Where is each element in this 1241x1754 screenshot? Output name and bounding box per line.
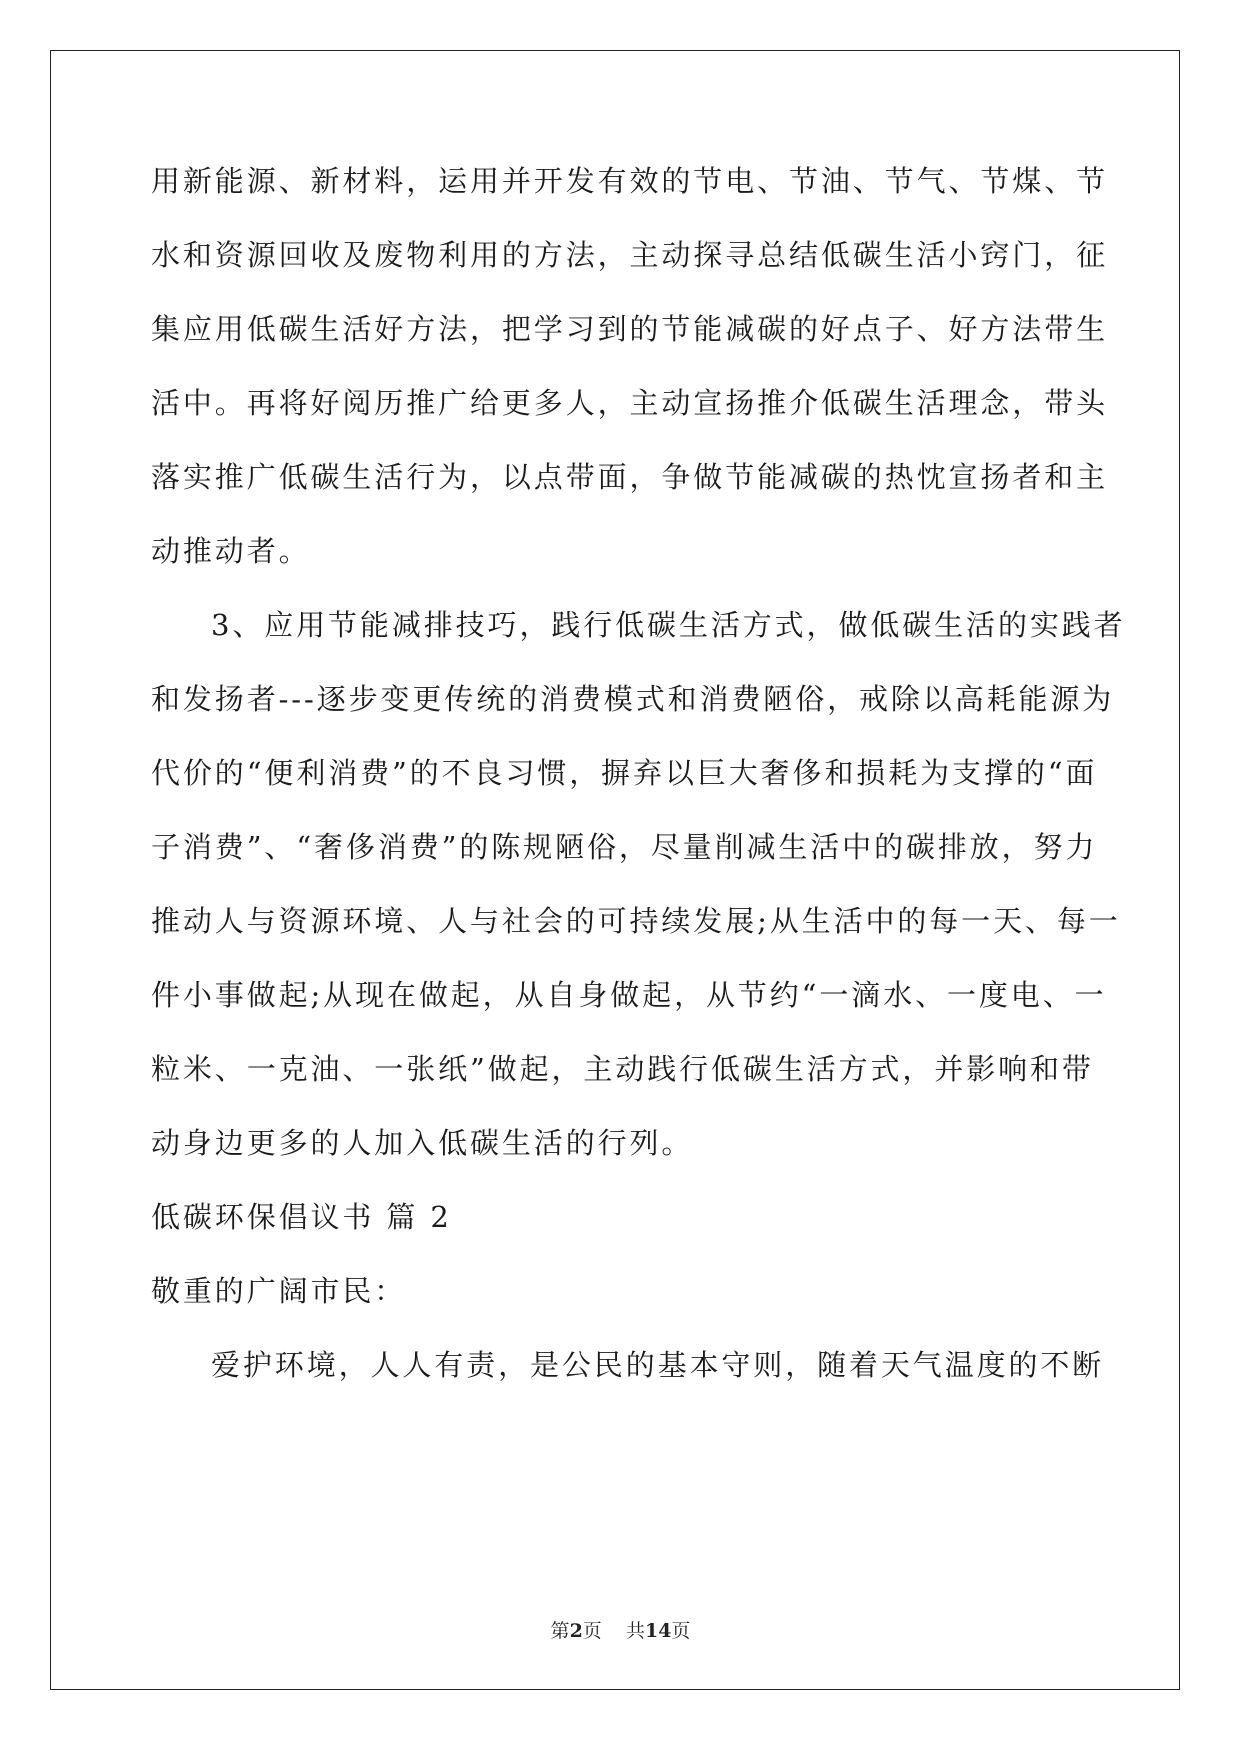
body-line: 集应用低碳生活好方法，把学习到的节能减碳的好点子、好方法带生 [151, 312, 1109, 346]
body-line: 推动人与资源环境、人与社会的可持续发展;从生活中的每一天、每一 [151, 904, 1121, 938]
body-line: 水和资源回收及废物利用的方法，主动探寻总结低碳生活小窍门，征 [151, 238, 1109, 272]
footer-page-number: 2 [569, 1620, 583, 1642]
salutation: 敬重的广阔市民： [151, 1274, 407, 1308]
body-line: 子消费”、“奢侈消费”的陈规陋俗，尽量削减生活中的碳排放，努力 [151, 830, 1098, 864]
section-heading: 低碳环保倡议书 篇 2 [151, 1200, 452, 1234]
body-line: 用新能源、新材料，运用并开发有效的节电、节油、节气、节煤、节 [151, 164, 1109, 198]
body-line: 动推动者。 [151, 534, 311, 568]
body-line: 3、应用节能减排技巧，践行低碳生活方式，做低碳生活的实践者 [211, 608, 1126, 642]
body-line: 和发扬者---逐步变更传统的消费模式和消费陋俗，戒除以高耗能源为 [151, 682, 1115, 716]
page-footer [0, 1616, 1241, 1643]
body-line: 活中。再将好阅历推广给更多人，主动宣扬推介低碳生活理念，带头 [151, 386, 1109, 420]
footer-total-pages: 14 [644, 1620, 672, 1642]
body-line: 代价的“便利消费”的不良习惯，摒弃以巨大奢侈和损耗为支撑的“面 [151, 756, 1098, 790]
body-line: 爱护环境，人人有责，是公民的基本守则，随着天气温度的不断 [211, 1348, 1105, 1382]
footer-page-prefix: 第 [550, 1620, 570, 1642]
page-border [50, 50, 1180, 1690]
body-line: 落实推广低碳生活行为，以点带面，争做节能减碳的热忱宣扬者和主 [151, 460, 1109, 494]
body-line: 件小事做起;从现在做起，从自身做起，从节约“一滴水、一度电、一 [151, 978, 1107, 1012]
body-line: 动身边更多的人加入低碳生活的行列。 [151, 1126, 694, 1160]
body-line: 粒米、一克油、一张纸”做起，主动践行低碳生活方式，并影响和带 [151, 1052, 1094, 1086]
footer-page-mid: 页 共 [582, 1620, 645, 1642]
footer-page-suffix: 页 [671, 1620, 691, 1642]
